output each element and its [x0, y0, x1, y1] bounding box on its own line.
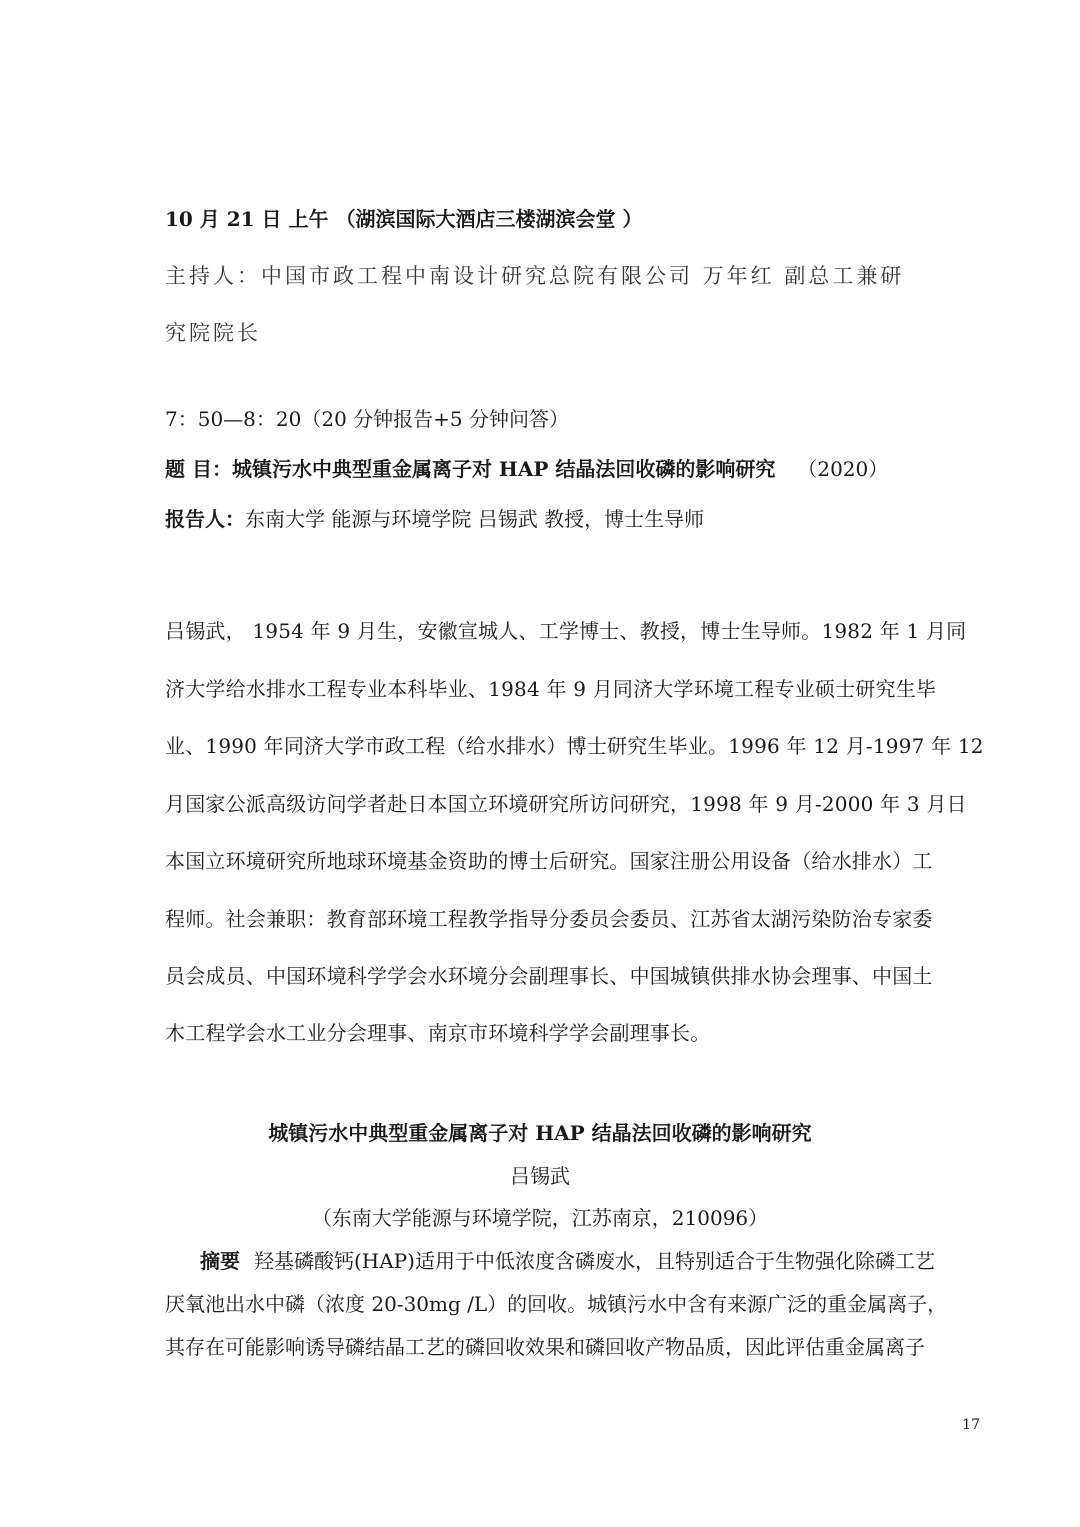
- talk-reporter-label: 报告人：: [165, 507, 245, 531]
- abstract-line: 其存在可能影响诱导磷结晶工艺的磷回收效果和磷回收产物品质，因此评估重金属离子: [165, 1335, 925, 1359]
- session-date-line: 10 月 21 日 上午 （湖滨国际大酒店三楼湖滨会堂 ）: [165, 207, 643, 231]
- talk-title-label: 题 目：: [165, 457, 232, 481]
- bio-line: 员会成员、中国环境科学学会水环境分会副理事长、中国城镇供排水协会理事、中国土: [165, 964, 933, 988]
- bio-line: 济大学给水排水工程专业本科毕业、1984 年 9 月同济大学环境工程专业硕士研究生毕: [165, 677, 937, 701]
- session-host-line-2: 究院院长: [165, 321, 261, 345]
- talk-title-year: （2020）: [797, 457, 889, 481]
- page-number: 17: [962, 1417, 980, 1433]
- talk-reporter-row: [165, 503, 704, 532]
- paper-author: 吕锡武: [510, 1164, 570, 1188]
- abstract-line: 羟基磷酸钙(HAP)适用于中低浓度含磷废水，且特别适合于生物强化除磷工艺: [254, 1249, 935, 1273]
- bio-line: 业、1990 年同济大学市政工程（给水排水）博士研究生毕业。1996 年 12 月-1997 年 12: [165, 734, 984, 758]
- talk-title-row: [165, 453, 888, 482]
- paper-affiliation: （东南大学能源与环境学院，江苏南京，210096）: [311, 1206, 769, 1230]
- bio-line: 吕锡武， 1954 年 9 月生，安徽宣城人、工学博士、教授，博士生导师。1982 年 1 月同: [165, 619, 967, 643]
- session-host-line-1: 主持人：中国市政工程中南设计研究总院有限公司 万年红 副总工兼研: [165, 264, 905, 288]
- talk-time: 7：50—8：20（20 分钟报告+5 分钟问答）: [165, 407, 569, 431]
- bio-line: 程师。社会兼职：教育部环境工程教学指导分委员会委员、江苏省太湖污染防治专家委: [165, 907, 933, 931]
- bio-line: 木工程学会水工业分会理事、南京市环境科学学会副理事长。: [165, 1021, 711, 1045]
- bio-line: 本国立环境研究所地球环境基金资助的博士后研究。国家注册公用设备（给水排水）工: [165, 849, 933, 873]
- talk-title-text: 城镇污水中典型重金属离子对 HAP 结晶法回收磷的影响研究: [231, 457, 776, 481]
- abstract-first-line: [200, 1245, 935, 1274]
- talk-reporter-text: 东南大学 能源与环境学院 吕锡武 教授，博士生导师: [245, 507, 705, 531]
- paper-title: 城镇污水中典型重金属离子对 HAP 结晶法回收磷的影响研究: [268, 1121, 812, 1145]
- abstract-line: 厌氧池出水中磷（浓度 20-30mg /L）的回收。城镇污水中含有来源广泛的重金属离子，: [165, 1292, 948, 1316]
- bio-line: 月国家公派高级访问学者赴日本国立环境研究所访问研究，1998 年 9 月-2000 年 3 月日: [165, 792, 967, 816]
- abstract-label: 摘要: [200, 1249, 240, 1273]
